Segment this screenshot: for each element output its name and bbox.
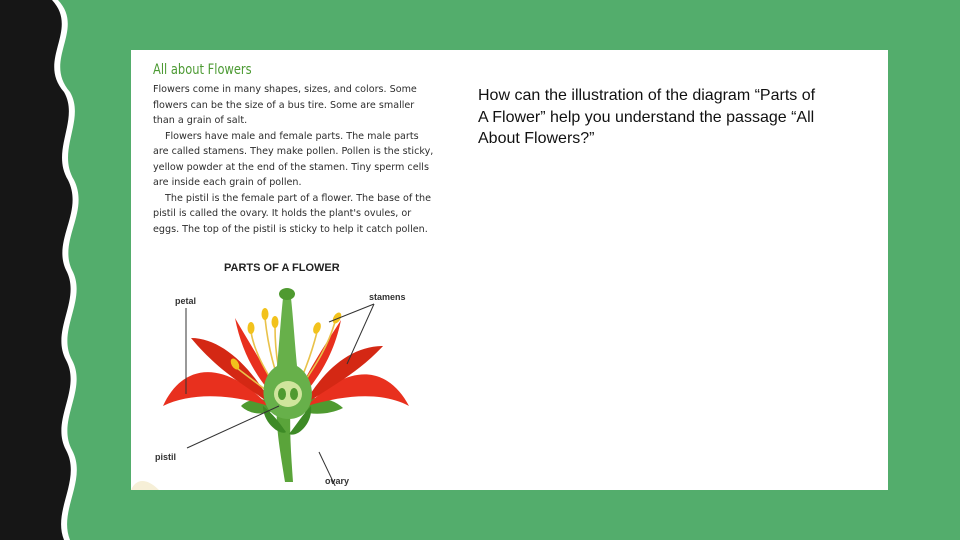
- article-body: [153, 82, 435, 237]
- diagram-title: PARTS OF A FLOWER: [224, 262, 340, 274]
- article-paragraph: The pistil is the female part of a flower. The base of the pistil is called the ovary. It holds the plant's ovules, or eggs. The top of the pistil is sticky to help it catch pollen.: [153, 192, 432, 235]
- ovule-shape: [290, 388, 298, 400]
- stigma-shape: [279, 288, 295, 300]
- content-card: [131, 50, 888, 490]
- article-paragraph: Flowers come in many shapes, sizes, and colors. Some flowers can be the size of a bus tire. Some are smaller than a grain of salt.: [153, 84, 417, 126]
- label-ovary: ovary: [325, 476, 350, 486]
- ovule-shape: [278, 388, 286, 400]
- corner-decoration: [131, 476, 161, 490]
- label-stamens: stamens: [369, 292, 406, 302]
- label-pistil: pistil: [155, 452, 177, 462]
- article-paragraph: Flowers have male and female parts. The male parts are called stamens. They make pollen. Pollen is the sticky, yellow powder at the end of the stamen. Tiny sperm cells are inside each grain of pollen.: [153, 130, 434, 188]
- discussion-question: How can the illustration of the diagram “Parts of A Flower” help you understand the passage “All About Flowers?”: [478, 87, 816, 147]
- label-petal: petal: [175, 296, 197, 306]
- wavy-border-decoration: [0, 0, 90, 540]
- flower-diagram: [151, 256, 451, 486]
- article-title: All about Flowers: [153, 62, 252, 78]
